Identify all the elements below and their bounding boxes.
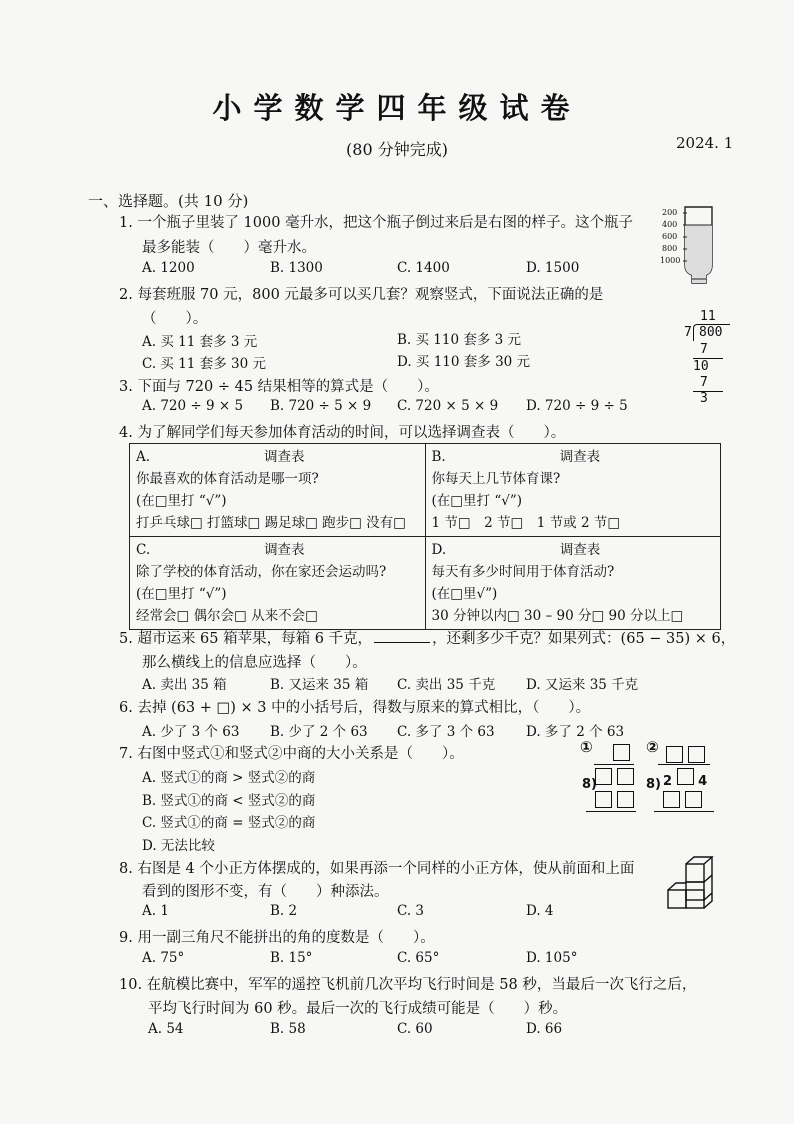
q7-d2-digit-4: 4 [698, 774, 708, 789]
q7-d2-digit-2: 2 [663, 774, 673, 789]
q5-stem-line2: 那么横线上的信息应选择（ ）。 [142, 655, 367, 671]
division-remainder: 3 [700, 391, 708, 406]
division-step3: 7 [700, 375, 708, 390]
q7-d1-quotient [613, 744, 630, 765]
survey-d-choices: 30 分钟以内□ 30 – 90 分□ 90 分以上□ [431, 608, 684, 624]
q8-stem-line1: 8. 右图是 4 个小正方体摆成的，如果再添一个同样的小正方体，使从前面和上面 [119, 861, 635, 877]
q3-option-c: C. 720 × 5 × 9 [397, 398, 499, 414]
q6-option-c: C. 多了 3 个 63 [397, 724, 495, 740]
q5-stem-line1 [119, 627, 735, 648]
scale-800: 800 [662, 244, 678, 253]
survey-a-letter: A. [136, 449, 151, 465]
q8-option-b: B. 2 [270, 903, 298, 919]
q9-option-b: B. 15° [270, 950, 313, 966]
q7-d2-dividend [663, 768, 707, 789]
survey-b-letter: B. [431, 449, 446, 465]
q10-stem-line2: 平均飞行时间为 60 秒。最后一次的飞行成绩可能是（ ）秒。 [148, 1001, 568, 1017]
q6-stem: 6. 去掉 (63 + □) × 3 中的小括号后，得数与原来的算式相比，（ ）。 [119, 700, 591, 716]
division-divisor: 7 [684, 325, 692, 340]
q2-stem-line2: （ ）。 [142, 311, 208, 327]
q7-option-b: B. 竖式①的商 < 竖式②的商 [142, 793, 316, 809]
q10-option-c: C. 60 [397, 1021, 433, 1037]
survey-c-letter: C. [136, 542, 151, 558]
q5-option-a: A. 卖出 35 箱 [142, 677, 227, 693]
survey-a-title: 调查表 [264, 449, 305, 465]
division-figure [684, 309, 730, 405]
page-title: 小学数学四年级试卷 [212, 91, 582, 125]
q10-option-b: B. 58 [270, 1021, 306, 1037]
q5-option-d: D. 又运来 35 千克 [526, 677, 639, 693]
q3-option-d: D. 720 ÷ 9 ÷ 5 [526, 398, 628, 414]
q1-option-d: D. 1500 [526, 260, 580, 276]
q9-option-c: C. 65° [397, 950, 440, 966]
division-line2 [693, 391, 723, 392]
q2-stem-line1: 2. 每套班服 70 元，800 元最多可以买几套？观察竖式，下面说法正确的是 [119, 287, 604, 303]
q2-option-c: C. 买 11 套多 30 元 [142, 356, 266, 372]
q3-option-a: A. 720 ÷ 9 × 5 [142, 398, 244, 414]
q1-stem-line1: 1. 一个瓶子里装了 1000 毫升水，把这个瓶子倒过来后是右图的样子。这个瓶子 [119, 215, 634, 231]
survey-b-question: 你每天上几节体育课? [431, 471, 561, 487]
q9-option-a: A. 75° [142, 950, 185, 966]
survey-c-choices: 经常会□ 偶尔会□ 从来不会□ [136, 608, 318, 624]
q8-option-a: A. 1 [142, 903, 169, 919]
q7-option-a: A. 竖式①的商 > 竖式②的商 [142, 770, 316, 786]
q10-option-a: A. 54 [148, 1021, 184, 1037]
q7-d2-divisor: 8) [646, 777, 661, 792]
q5-stem-part1: 5. 超市运来 65 箱苹果，每箱 6 千克， [119, 631, 373, 647]
survey-a-hint: (在□里打 “√”) [136, 493, 227, 509]
q8-option-c: C. 3 [397, 903, 425, 919]
survey-a-choices: 打乒乓球□ 打篮球□ 踢足球□ 跑步□ 没有□ [136, 515, 406, 531]
survey-d-hint: (在□里√”) [431, 586, 498, 602]
scale-1000: 1000 [660, 256, 681, 265]
q3-stem: 3. 下面与 720 ÷ 45 结果相等的算式是（ ）。 [119, 379, 439, 395]
survey-c-title: 调查表 [264, 542, 305, 558]
survey-table [129, 443, 721, 630]
q1-option-a: A. 1200 [142, 260, 195, 276]
q7-d2-step [663, 791, 702, 812]
survey-a [130, 444, 426, 537]
q1-option-b: B. 1300 [270, 260, 323, 276]
date: 2024. 1 [676, 134, 734, 152]
survey-c-question: 除了学校的体育活动，你在家还会运动吗? [136, 564, 387, 580]
q5-blank [374, 630, 430, 643]
q6-option-a: A. 少了 3 个 63 [142, 724, 240, 740]
survey-d [425, 537, 721, 630]
survey-a-question: 你最喜欢的体育活动是哪一项? [136, 471, 319, 487]
section-heading: 一、选择题。(共 10 分) [88, 192, 249, 210]
survey-b-title: 调查表 [559, 449, 601, 465]
q1-stem-line2: 最多能装（ ）毫升水。 [142, 240, 316, 256]
q7-d1-dividend [595, 768, 634, 789]
q5-option-c: C. 卖出 35 千克 [397, 677, 496, 693]
survey-d-question: 每天有多少时间用于体育活动? [431, 564, 615, 580]
scale-400: 400 [662, 220, 678, 229]
q7-d2-line [654, 811, 714, 812]
q5-stem-part2: ，还剩多少千克？如果列式：(65 − 35) × 6， [432, 631, 736, 647]
survey-b [425, 444, 721, 537]
survey-c-hint: (在□里打 “√”) [136, 586, 227, 602]
division-dividend: 800 [699, 325, 723, 340]
q10-option-d: D. 66 [526, 1021, 563, 1037]
q7-d2-bar [658, 764, 710, 765]
q8-option-d: D. 4 [526, 903, 554, 919]
q7-d1-step [595, 791, 634, 812]
division-step1: 7 [700, 342, 708, 357]
scale-200: 200 [662, 208, 678, 217]
q2-option-d: D. 买 110 套多 30 元 [397, 354, 531, 370]
cubes-figure [664, 852, 720, 916]
division-bracket [693, 324, 730, 341]
q7-d1-bar [594, 764, 634, 765]
q8-stem-line2: 看到的图形不变，有（ ）种添法。 [142, 884, 389, 900]
scale-600: 600 [662, 232, 678, 241]
q5-option-b: B. 又运来 35 箱 [270, 677, 369, 693]
bottle-figure [660, 203, 720, 293]
q9-stem: 9. 用一副三角尺不能拼出的角的度数是（ ）。 [119, 930, 435, 946]
division-step2: 10 [693, 359, 709, 374]
q1-option-c: C. 1400 [397, 260, 450, 276]
q6-option-d: D. 多了 2 个 63 [526, 724, 625, 740]
q7-mark-2: ② [646, 738, 659, 756]
survey-b-choices: 1 节□ 2 节□ 1 节或 2 节□ [431, 515, 621, 531]
q4-stem: 4. 为了解同学们每天参加体育活动的时间，可以选择调查表（ ）。 [119, 425, 566, 441]
q2-option-b: B. 买 110 套多 3 元 [397, 332, 522, 348]
survey-d-letter: D. [431, 542, 447, 558]
q6-option-b: B. 少了 2 个 63 [270, 724, 368, 740]
q9-option-d: D. 105° [526, 950, 578, 966]
survey-d-title: 调查表 [559, 542, 601, 558]
q7-stem: 7. 右图中竖式①和竖式②中商的大小关系是（ ）。 [119, 746, 464, 762]
q7-d1-divisor: 8) [582, 777, 597, 792]
subtitle: (80 分钟完成) [346, 140, 448, 159]
q7-d1-line [586, 811, 636, 812]
survey-c [130, 537, 426, 630]
division-quotient: 11 [700, 309, 716, 324]
q3-option-b: B. 720 ÷ 5 × 9 [270, 398, 372, 414]
q7-option-c: C. 竖式①的商 = 竖式②的商 [142, 815, 316, 831]
q10-stem-line1: 10. 在航模比赛中，军军的遥控飞机前几次平均飞行时间是 58 秒，当最后一次飞行之后， [119, 977, 697, 993]
q7-figure [580, 738, 730, 818]
q7-option-d: D. 无法比较 [142, 838, 215, 854]
survey-b-hint: (在□里打 “√”) [431, 493, 522, 509]
q7-mark-1: ① [580, 738, 593, 756]
q2-option-a: A. 买 11 套多 3 元 [142, 334, 258, 350]
